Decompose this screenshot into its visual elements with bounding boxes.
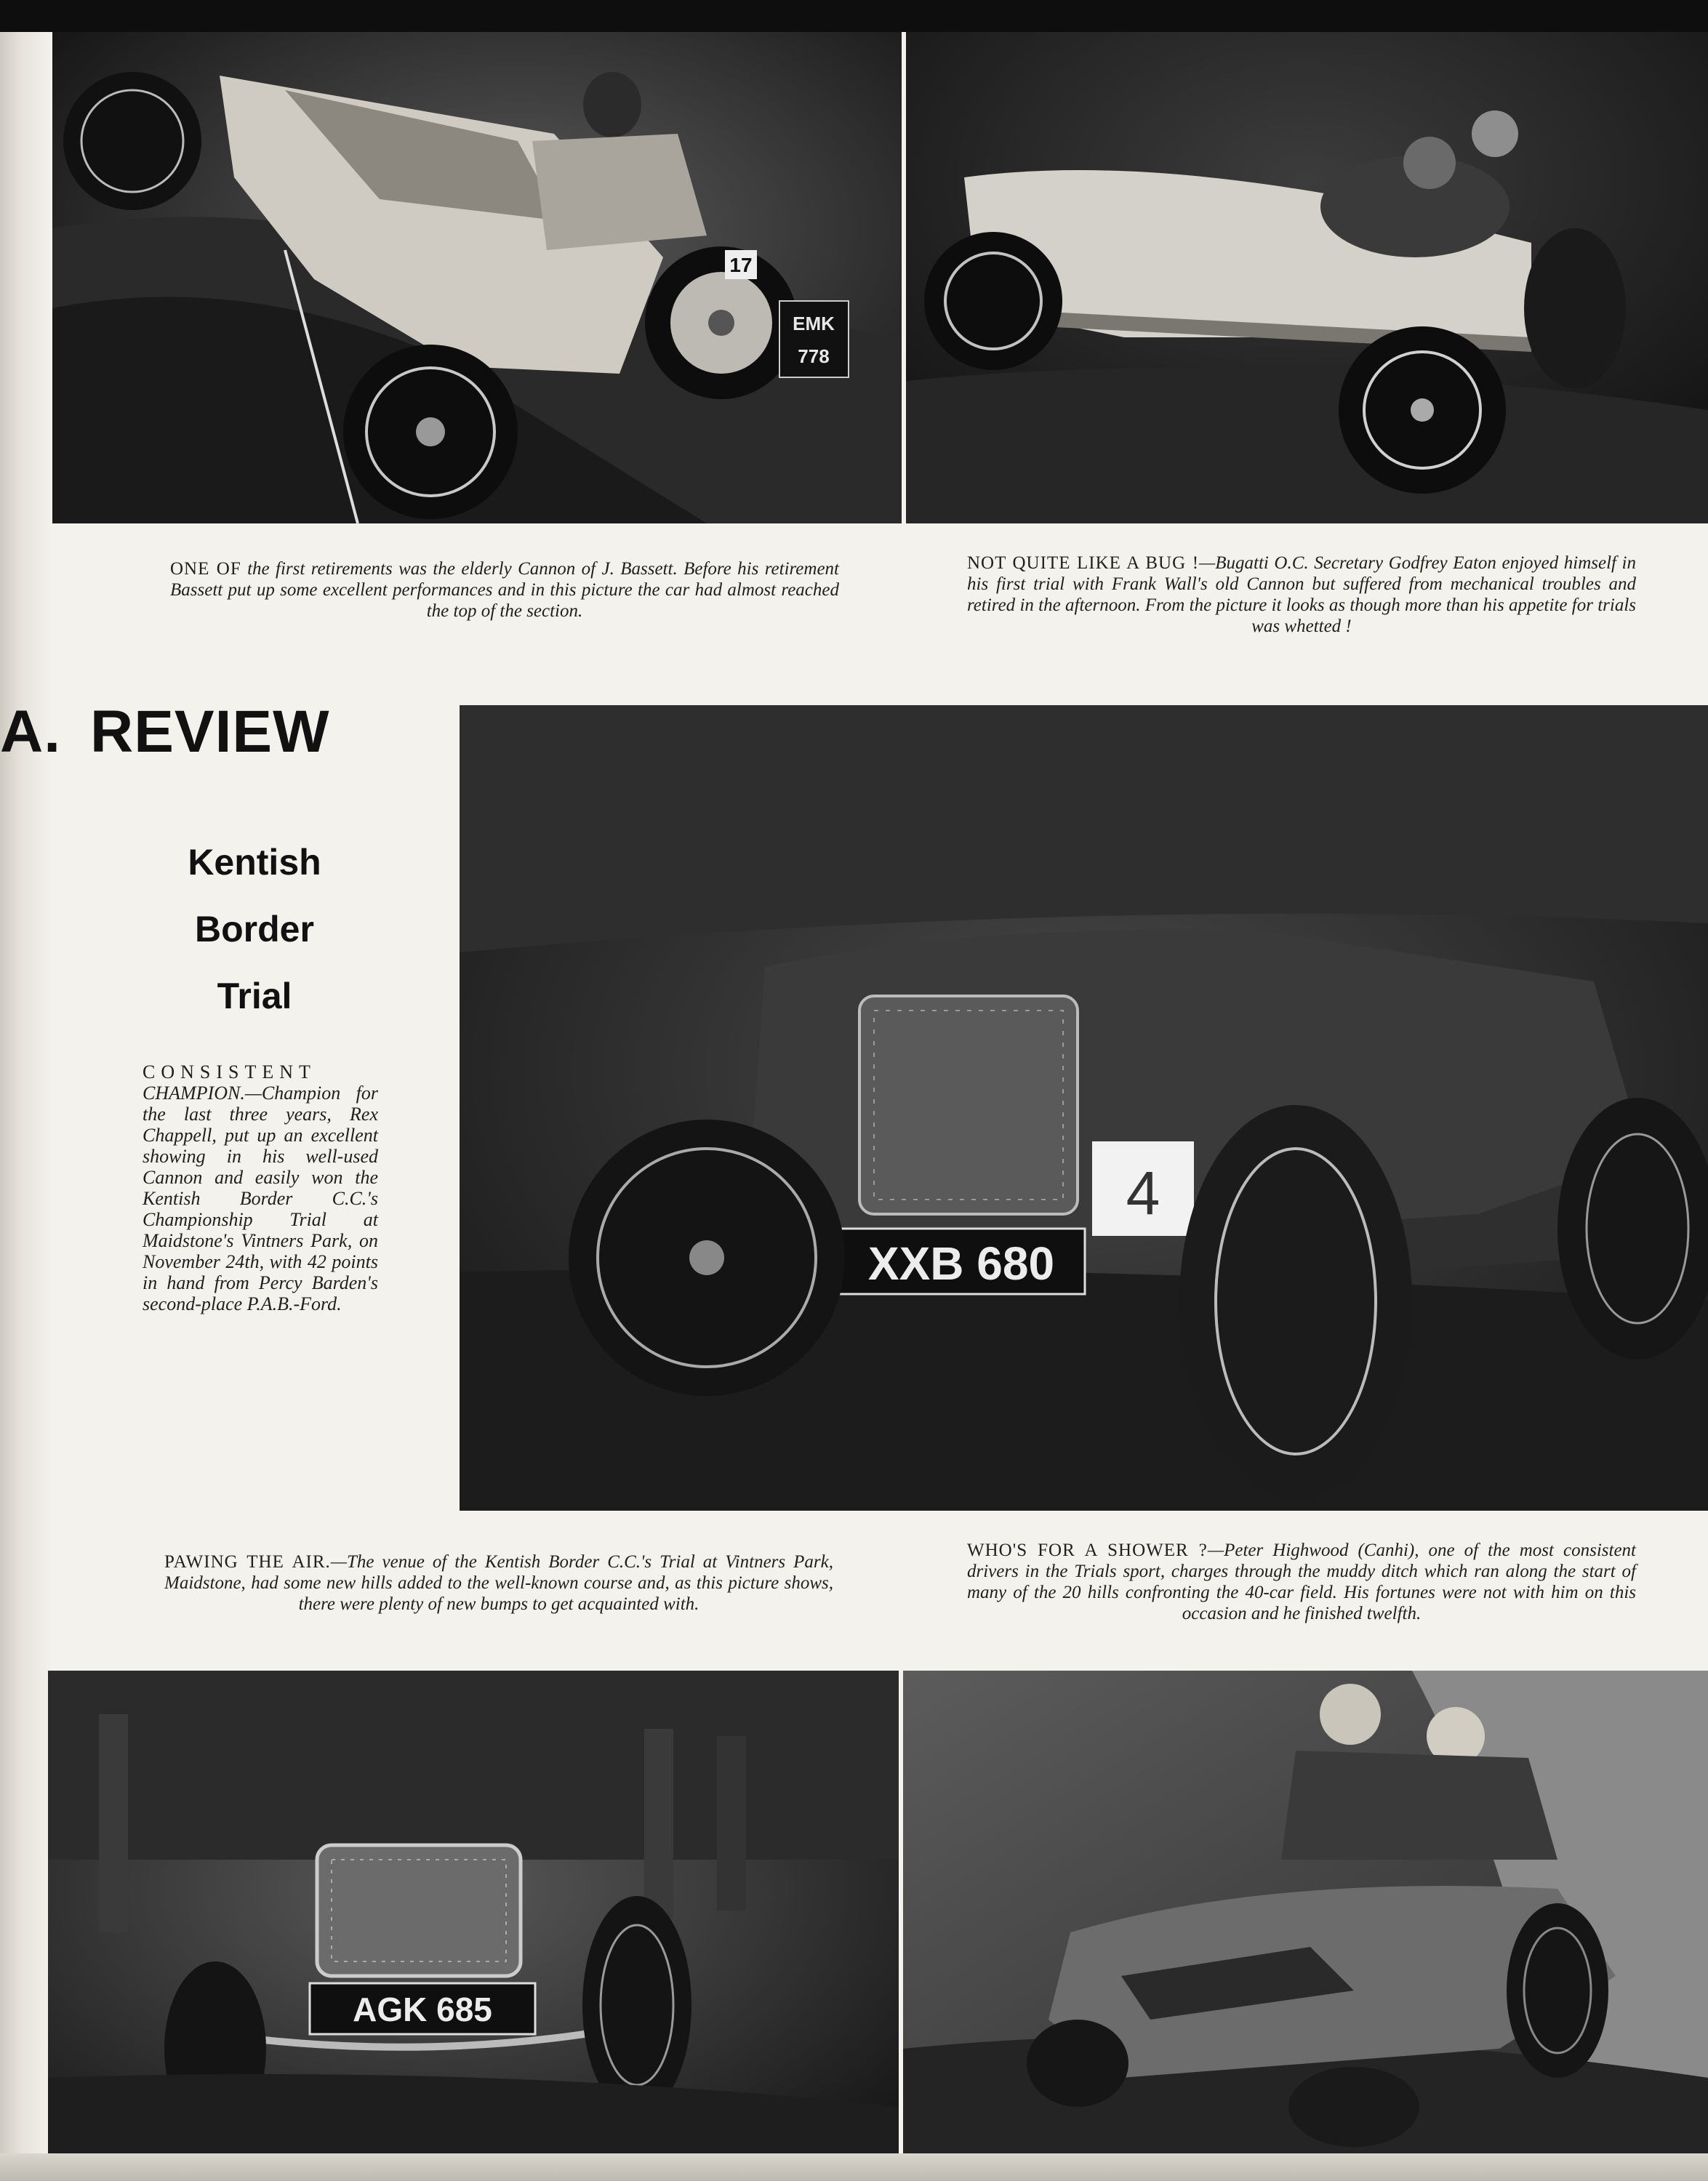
photo-chappell-cannon	[460, 705, 1708, 1511]
number-plate-778: 778	[798, 345, 830, 367]
number-plate-agk: AGK 685	[353, 1991, 492, 2028]
caption-text: —Bugatti O.C. Secretary Godfrey Eaton enjoyed himself in his first trial with Frank Wall's old Cannon but suffered from mechanical troubles and retired in the afternoon. From the picture it looks as though more than his appetite for trials was whetted !	[967, 553, 1636, 636]
caption-lead: PAWING THE AIR.	[164, 1552, 331, 1572]
caption-text: —Peter Highwood (Canhi), one of the most consistent drivers in the Trials sport, charges through the muddy ditch which ran along the start of many of the 20 hills confronting the 40-car field. His fortunes were not with him on this occasion and he finished twelfth.	[967, 1541, 1636, 1623]
caption-text: CHAMPION.—Champion for the last three years, Rex Chappell, put up an excellent showing in his well-used Cannon and easily won the Kentish Border C.C.'s Championship Trial at Maidstone's Vintners Park, on November 24th, with 42 points in hand from Percy Barden's second-place P.A.B.-Ford.	[143, 1083, 378, 1314]
caption-lead: NOT QUITE LIKE A BUG !	[967, 553, 1200, 573]
caption-highwood	[967, 1540, 1636, 1624]
car-number-4: 4	[1126, 1159, 1160, 1227]
photo-bassett-cannon	[52, 32, 902, 523]
caption-lead: WHO'S FOR A SHOWER ?	[967, 1541, 1208, 1560]
caption-lead: CONSISTENT	[143, 1061, 316, 1083]
caption-pawing	[164, 1551, 833, 1615]
caption-chappell	[143, 1061, 378, 1314]
subtitle-line: Kentish	[188, 842, 321, 883]
caption-eaton	[967, 553, 1636, 637]
page-top-edge	[0, 0, 1708, 32]
subtitle-line: Trial	[217, 976, 292, 1016]
heading-title: REVIEW	[90, 699, 330, 765]
page-gutter	[0, 32, 52, 2155]
number-plate-main: XXB 680	[867, 1237, 1055, 1290]
photo-highwood-canhi	[903, 1671, 1708, 2153]
car-number-17: 17	[729, 254, 753, 276]
caption-lead: ONE OF	[170, 559, 241, 579]
subtitle-line: Border	[195, 909, 314, 949]
section-heading	[0, 698, 436, 766]
photo-eaton-cannon	[906, 32, 1708, 523]
heading-prefix: A.	[0, 699, 61, 765]
photo-pawing-the-air	[48, 1671, 899, 2153]
article-subtitle	[131, 829, 378, 1029]
caption-text: —The venue of the Kentish Border C.C.'s Trial at Vintners Park, Maidstone, had some new hills added to the well-known course and, as this picture shows, there were plenty of new bumps to get acquainted with.	[164, 1552, 833, 1614]
number-plate-emk: EMK	[793, 313, 835, 334]
caption-bassett	[170, 558, 839, 622]
caption-text: the first retirements was the elderly Cannon of J. Bassett. Before his retirement Bassett put up some excellent performances and in this picture the car had almost reached the top of the section.	[170, 559, 840, 621]
page-bottom-edge	[0, 2153, 1708, 2181]
